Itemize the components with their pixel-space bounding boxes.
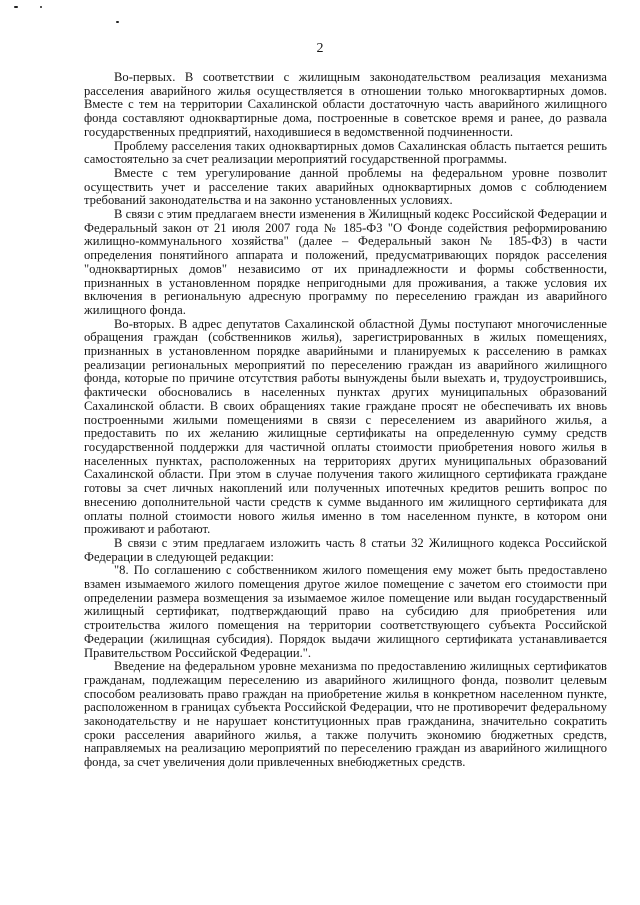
document-body [84,71,607,770]
scan-speck [116,21,119,23]
page-number: 2 [316,41,324,56]
scan-speck [14,6,18,8]
paragraph-regional-solution: Проблему расселения таких одноквартирных домов Сахалинская область пытается решить самостоятельно за счет реализации мероприятий государственной программы. [84,138,607,167]
scan-speck [40,6,42,8]
paragraph-conclusion: Введение на федеральном уровне механизма по предоставлению жилищных сертификатов гражданам, подлежащим переселению из аварийного жилищного фонда, позволит целевым способом реализовать право граждан на приобретение жилья в конкретном населенном пункте, расположенном в границах субъекта Российской Федерации, что не противоречит федеральному законодательству и не нарушает конституционных прав гражданина, значительно сократить сроки расселения аварийного жилья, а также получить экономию бюджетных средств, направляемых на реализацию мероприятий по переселению граждан из аварийного жилищного фонда, за счет увеличения доли привлеченных внебюджетных средств. [84,659,607,770]
paragraph-federal-regulation: Вместе с тем урегулирование данной проблемы на федеральном уровне позволит осуществить учет и расселение таких аварийных одноквартирных домов с соблюдением требований законодательства и на законно установленных условиях. [84,165,607,208]
paragraph-first-point: Во-первых. В соответствии с жилищным законодательством реализация механизма расселения аварийного жилья осуществляется в отношении только многоквартирных домов. Вместе с тем на территории Сахалинской области достаточную часть аварийного жилищного фонда составляют одноквартирные дома, построенные в советское время и ранее, до развала государственных предприятий, находившиеся в ведомственной подчиненности. [84,70,607,139]
paragraph-proposal-article: В связи с этим предлагаем изложить часть 8 статьи 32 Жилищного кодекса Российской Федерации в следующей редакции: [84,535,607,564]
paragraph-second-point: Во-вторых. В адрес депутатов Сахалинской областной Думы поступают многочисленные обращения граждан (собственников жилья), зарегистрированных в жилых помещениях, признанных в установленном порядке аварийными и планируемых к расселению в рамках реализации региональных мероприятий по переселению граждан из аварийного жилищного фонда, которые по причине отсутствия работы вынуждены были выехать и, трудоустроившись, фактически обосновались в населенных пунктах других муниципальных образований Сахалинской области. В своих обращениях такие граждане просят не обеспечивать их вновь построенными жилыми помещениями в связи с переселением из аварийного жилья, а предоставить по их желанию жилищные сертификаты на определенную сумму средств государственной поддержки для частичной оплаты стоимости приобретения нового жилья в населенных пунктах, расположенных на территориях других муниципальных образований Сахалинской области. При этом в случае получения такого жилищного сертификата граждане готовы за счет личных накоплений или полученных ипотечных кредитов решить вопрос по внесению дополнительной части средств к сумме выданного им жилищного сертификата для оплаты полной стоимости нового жилья именно в том населенном пункте, в котором они проживают и работают. [84,316,607,537]
paragraph-proposal-amendments: В связи с этим предлагаем внести изменения в Жилищный кодекс Российской Федерации и Федеральный закон от 21 июля 2007 года № 185-ФЗ "О Фонде содействия реформированию жилищно-коммунального хозяйства" (далее – Федеральный закон № 185-ФЗ) в части определения понятийного аппарата и положений, предусматривающих порядок расселения "одноквартирных домов" независимо от их принадлежности и формы собственности, признанных в установленном порядке непригодными для проживания, а также условия их включения в региональную адресную программу по переселению граждан из аварийного жилищного фонда. [84,207,607,317]
paragraph-quoted-amendment: "8. По соглашению с собственником жилого помещения ему может быть предоставлено взамен изымаемого жилого помещения другое жилое помещение с зачетом его стоимости при определении размера возмещения за изымаемое жилое помещение или выдан государственный жилищный сертификат, подтверждающий право на субсидию для приобретения или строительства жилого помещения на территории соответствующего субъекта Российской Федерации (жилищная субсидия). Порядок выдачи жилищного сертификата устанавливается Правительством Российской Федерации.". [84,563,607,660]
